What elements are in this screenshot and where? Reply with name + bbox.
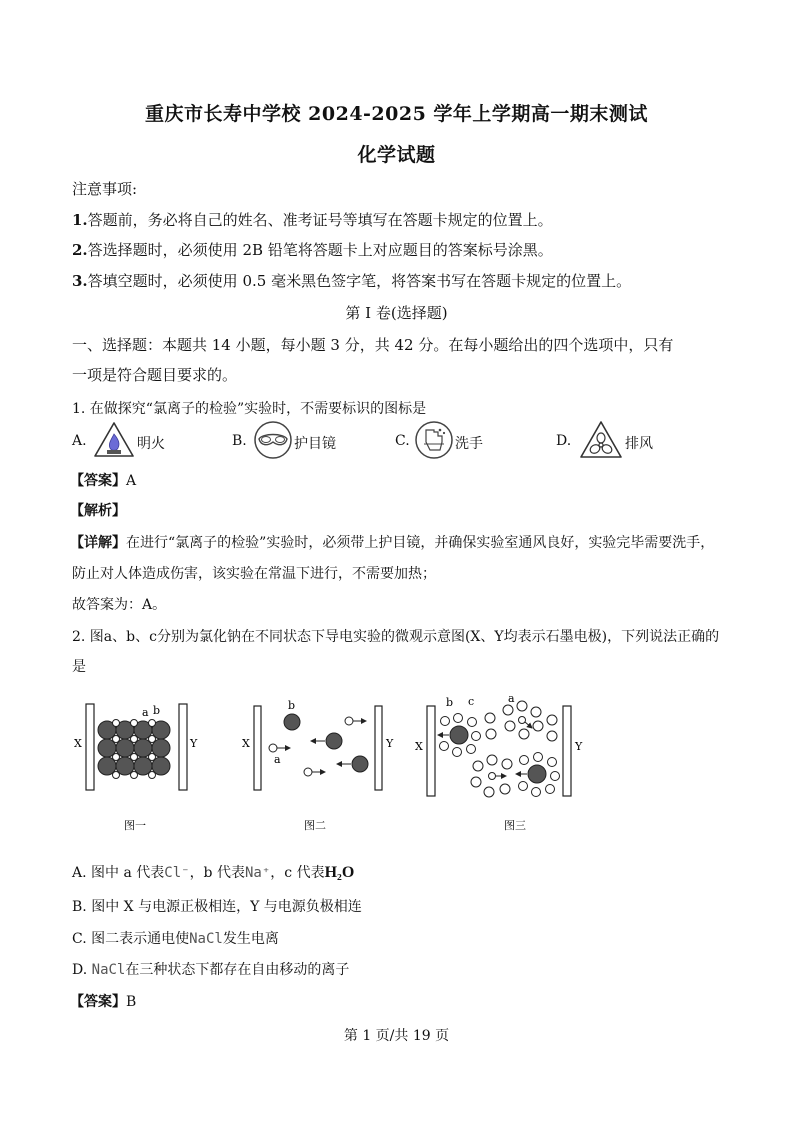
notice-item-1-text: 答题前，务必将自己的姓名、准考证号等填写在答题卡规定的位置上。 — [87, 211, 553, 229]
fig2-label-a: a — [274, 753, 281, 766]
notice-item-1 — [72, 209, 553, 230]
q2-option-c-letter: C. — [72, 931, 87, 947]
fig1-electrode-y — [179, 704, 187, 790]
fig3-label-x: X — [415, 740, 423, 753]
fig3-label-y: Y — [575, 740, 583, 753]
q2-option-b — [72, 896, 362, 916]
fig3-electrode-y — [563, 706, 571, 796]
fig3-label-b: b — [446, 696, 454, 709]
q1-analysis-tag-text: 【解析】 — [70, 503, 126, 519]
figure-1-solid-nacl — [74, 704, 198, 832]
exam-subtitle: 化学试题 — [357, 144, 436, 166]
q2-option-c-formula: NaCl — [189, 931, 223, 947]
exam-title: 重庆市长寿中学校 2024-2025 学年上学期高一期末测试 — [145, 103, 648, 125]
q2-option-b-letter: B. — [72, 899, 87, 915]
q2-option-a — [72, 862, 354, 882]
q2-option-c-post: 发生电离 — [222, 931, 279, 947]
q2-answer-value: B — [126, 994, 137, 1010]
fig1-label-b: b — [153, 704, 161, 717]
notice-item-2-num: 2. — [72, 241, 88, 259]
fig1-label-a: a — [142, 706, 149, 719]
page-footer: 第 1 页/共 19 页 — [343, 1028, 450, 1044]
q1-option-c-label: 洗手 — [455, 436, 483, 452]
q2-option-c-pre: 图二表示通电使 — [91, 931, 190, 947]
q2-option-d-letter: D. — [72, 962, 88, 978]
q1-option-c-letter: C. — [395, 433, 410, 449]
q1-detail-text1: 在进行“氯离子的检验”实验时，必须带上护目镜，并确保实验室通风良好，实验完毕需要洗手， — [126, 535, 715, 551]
fig3-label-c: c — [468, 695, 475, 708]
q2-option-c — [72, 928, 279, 948]
fig2-caption: 图二 — [304, 819, 326, 832]
notice-heading: 注意事项: — [72, 180, 138, 198]
q1-option-d-label: 排风 — [625, 436, 653, 452]
q2-stem-line1: 2. 图a、b、c分别为氯化钠在不同状态下导电实验的微观示意图(X、Y均表示石墨电极)，下列说法正确的 — [72, 629, 720, 645]
fig1-label-y: Y — [190, 737, 198, 750]
notice-item-2 — [72, 239, 553, 260]
q1-stem: 1. 在做探究“氯离子的检验”实验时，不需要标识的图标是 — [72, 401, 427, 417]
q2-option-d-formula: NaCl — [91, 962, 126, 978]
q2-option-a-letter: A. — [72, 865, 87, 881]
fig2-label-b: b — [288, 699, 296, 712]
goggles-icon — [252, 420, 294, 460]
q1-detail-line1 — [70, 532, 714, 552]
hand-wash-icon — [414, 420, 454, 460]
section-intro-line2: 一项是符合题目要求的。 — [72, 366, 238, 384]
q2-option-a-pre: 图中 a 代表 — [91, 865, 165, 881]
q1-option-b-letter: B. — [232, 433, 247, 449]
q1-answer — [70, 470, 136, 490]
notice-item-3-text: 答填空题时，必须使用 0.5 毫米黑色签字笔，将答案书写在答题卡规定的位置上。 — [87, 272, 632, 290]
fig3-electrode-x — [427, 706, 435, 796]
q2-answer — [70, 991, 136, 1011]
fig2-label-y: Y — [386, 737, 394, 750]
q1-answer-value: A — [126, 473, 137, 489]
flame-icon — [92, 420, 136, 460]
q2-option-a-formula-chloride: Cl⁻ — [164, 865, 190, 881]
fig2-label-x: X — [242, 737, 250, 750]
q2-option-a-mid2: ，c 代表 — [270, 865, 325, 881]
q1-option-b-label: 护目镜 — [294, 436, 336, 452]
q1-answer-tag: 【答案】 — [70, 473, 126, 489]
fig1-electrode-x — [86, 704, 94, 790]
q1-option-d-letter: D. — [556, 433, 572, 449]
q2-option-a-formula-sodium: Na⁺ — [244, 865, 271, 881]
section-title: 第 I 卷(选择题) — [345, 304, 448, 322]
fig3-label-a: a — [508, 692, 515, 705]
section-intro-line1: 一、选择题：本题共 14 小题，每小题 3 分，共 42 分。在每小题给出的四个选项中，只有 — [72, 336, 674, 354]
q1-option-a-label: 明火 — [137, 436, 165, 452]
fig1-ion-lattice — [98, 720, 170, 779]
notice-item-3 — [72, 270, 631, 291]
notice-item-3-num: 3. — [72, 272, 88, 290]
q2-option-a-formula-water: H₂O — [324, 864, 355, 881]
q2-option-b-text: 图中 X 与电源正极相连，Y 与电源负极相连 — [91, 899, 362, 915]
q2-option-d-post: 在三种状态下都存在自由移动的离子 — [125, 962, 350, 978]
fig3-caption: 图三 — [504, 819, 526, 832]
q1-detail-line2: 防止对人体造成伤害，该实验在常温下进行，不需要加热； — [72, 566, 436, 582]
conductivity-figures — [66, 688, 606, 838]
fig2-electrode-y — [375, 706, 382, 790]
fig1-label-x: X — [74, 737, 82, 750]
q2-option-d — [72, 959, 349, 979]
figure-2-molten-nacl — [242, 699, 394, 832]
q1-conclusion: 故答案为：A。 — [72, 597, 167, 613]
figure-3-nacl-solution — [415, 692, 583, 832]
notice-item-1-num: 1. — [72, 211, 88, 229]
q2-option-a-mid1: ，b 代表 — [189, 865, 245, 881]
fig2-electrode-x — [254, 706, 261, 790]
fig1-caption: 图一 — [124, 819, 146, 832]
q1-analysis-tag — [70, 500, 126, 520]
fan-icon — [578, 419, 624, 461]
notice-item-2-text: 答选择题时，必须使用 2B 铅笔将答题卡上对应题目的答案标号涂黑。 — [87, 241, 553, 259]
q2-stem-line2: 是 — [72, 659, 86, 675]
q1-option-a-letter: A. — [72, 433, 87, 449]
q1-detail-tag: 【详解】 — [70, 535, 126, 551]
q2-answer-tag: 【答案】 — [70, 994, 126, 1010]
